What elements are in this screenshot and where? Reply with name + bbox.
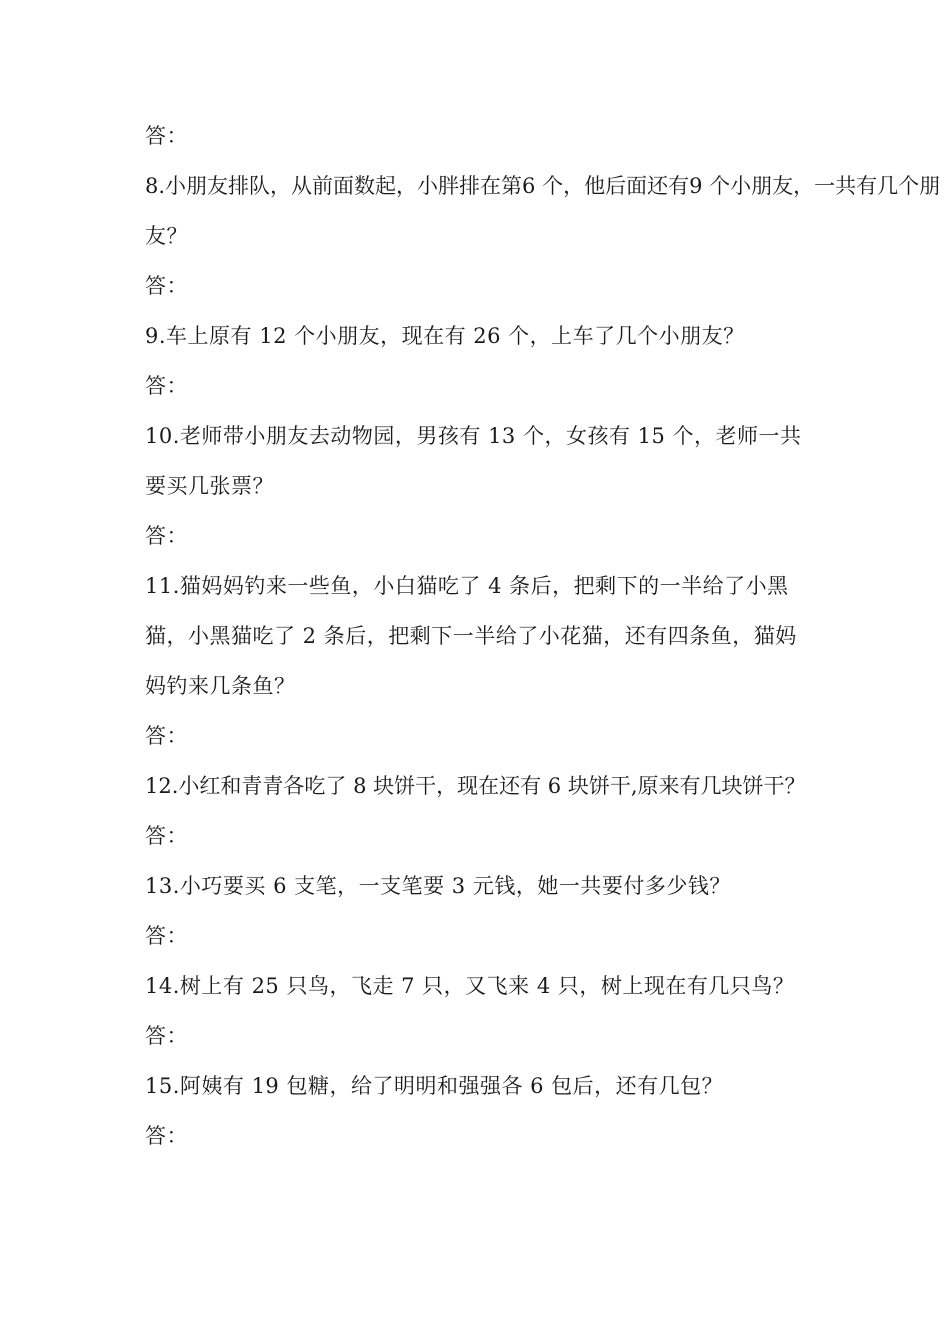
answer-line: 答： (145, 124, 188, 148)
question-11-line-3: 妈钓来几条鱼？ (145, 674, 296, 698)
question-15: 15.阿姨有 19 包糖，给了明明和强强各 6 包后，还有几包？ (145, 1074, 724, 1098)
question-8-line-2: 友？ (145, 224, 188, 248)
answer-line: 答： (145, 824, 188, 848)
question-11-line-2: 猫，小黑猫吃了 2 条后，把剩下一半给了小花猫，还有四条鱼，猫妈 (145, 624, 797, 648)
answer-line: 答： (145, 274, 188, 298)
question-10-line-1: 10.老师带小朋友去动物园，男孩有 13 个，女孩有 15 个，老师一共 (145, 424, 802, 448)
answer-line: 答： (145, 724, 188, 748)
question-9: 9.车上原有 12 个小朋友，现在有 26 个，上车了几个小朋友？ (145, 324, 745, 348)
answer-line: 答： (145, 524, 188, 548)
answer-line: 答： (145, 1024, 188, 1048)
question-13: 13.小巧要买 6 支笔，一支笔要 3 元钱，她一共要付多少钱？ (145, 874, 731, 898)
question-11-line-1: 11.猫妈妈钓来一些鱼，小白猫吃了 4 条后，把剩下的一半给了小黑 (145, 574, 789, 598)
question-14: 14.树上有 25 只鸟，飞走 7 只，又飞来 4 只，树上现在有几只鸟？ (145, 974, 795, 998)
answer-line: 答： (145, 374, 188, 398)
question-12: 12.小红和青青各吃了 8 块饼干，现在还有 6 块饼干,原来有几块饼干？ (145, 774, 806, 798)
answer-line: 答： (145, 924, 188, 948)
question-8-line-1: 8.小朋友排队，从前面数起，小胖排在第6 个，他后面还有9 个小朋友，一共有几个朋 (145, 174, 941, 198)
question-10-line-2: 要买几张票？ (145, 474, 274, 498)
answer-line: 答： (145, 1124, 188, 1148)
